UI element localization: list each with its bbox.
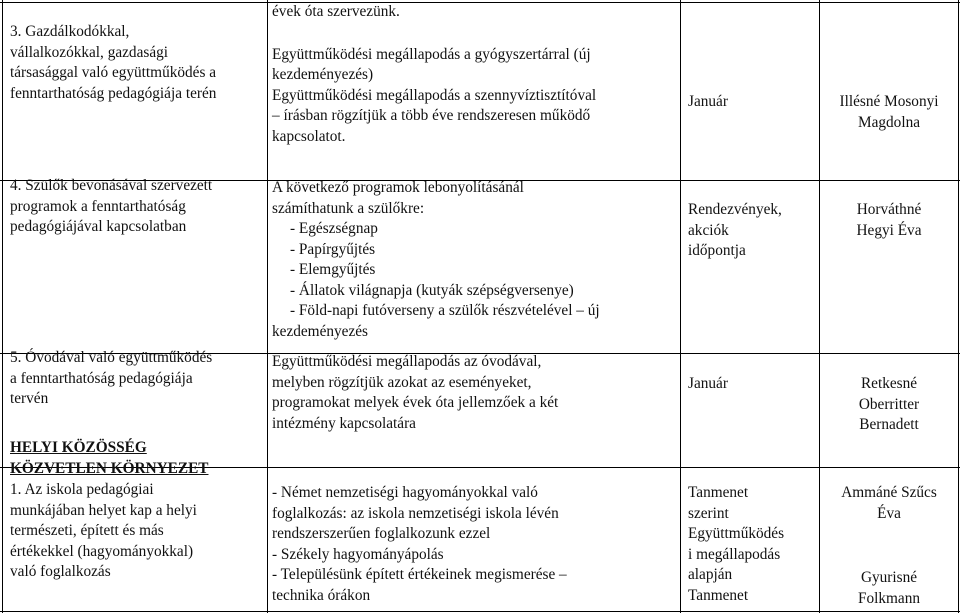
text-line: 1. Az iskola pedagógiai: [10, 481, 154, 498]
text-line: foglalkozás: az iskola nemzetiségi iskola lévén: [272, 504, 559, 522]
text-line: 3. Gazdálkodókkal,: [10, 23, 130, 40]
text-line: 5. Óvodával való együttműködés: [10, 349, 213, 366]
row-time-1: [688, 483, 816, 606]
text-line: Rendezvények,: [688, 201, 782, 218]
text-line: Folkmann: [857, 589, 921, 607]
text-line: számíthatunk a szülőkre:: [272, 199, 425, 217]
text-line: szerint: [688, 504, 729, 522]
text-line: - Papírgyűjtés: [290, 240, 376, 258]
text-line: Éva: [877, 504, 901, 522]
text-line: alapján: [688, 566, 733, 583]
text-line: tervén: [10, 390, 49, 407]
table-border-right: [958, 0, 959, 613]
text-line: Gyurisné: [860, 569, 918, 586]
text-line: i megállapodás: [688, 545, 781, 563]
text-line: - Föld-napi futóverseny a szülők részvételével – új: [290, 302, 600, 319]
text-line: - Elemgyűjtés: [290, 261, 376, 278]
text-line: kapcsolatot.: [272, 127, 346, 145]
text-line: programokat melyek évek óta jellemzőek a két: [272, 394, 559, 411]
text-line: rendszerszerűen foglalkozunk ezzel: [272, 525, 491, 542]
text-line: természeti, épített és más: [10, 522, 164, 539]
text-line: értékekkel (hagyományokkal): [10, 542, 194, 560]
text-line: - Német nemzetiségi hagyományokkal való: [272, 484, 538, 501]
text-line: Együttműködési megállapodás az óvodával,: [272, 353, 542, 370]
row-time-3: [688, 92, 816, 113]
text-line: - Állatok világnapja (kutyák szépségversenye): [290, 281, 574, 299]
text-line: Együttműködési megállapodás a szennyvíztisztítóval: [272, 86, 597, 104]
section-heading-line: KÖZVETLEN KÖRNYEZET: [10, 459, 209, 477]
row-time-4: [688, 200, 816, 262]
column-divider-activity: [680, 0, 681, 613]
text-line: társasággal való együttműködés a: [10, 64, 217, 81]
row-goal-1: [10, 480, 265, 583]
row-responsible-1a: [820, 483, 958, 524]
text-line: intézmény kapcsolatára: [272, 414, 416, 432]
table-border-left: [2, 0, 3, 613]
text-line: - Településünk épített értékeinek megismerése –: [272, 566, 567, 583]
text-line: Január: [688, 375, 728, 392]
row-activity-1: [272, 483, 675, 606]
text-line: Magdolna: [857, 113, 921, 131]
text-line: Illésné Mosonyi: [839, 93, 939, 110]
text-line: évek óta szervezünk.: [272, 3, 400, 20]
text-line: időpontja: [688, 242, 746, 259]
text-line: való foglalkozás: [10, 563, 111, 580]
text-line: – írásban rögzítjük a több éve rendszeresen működő: [272, 107, 591, 124]
text-line: kezdeményezés: [272, 322, 368, 340]
row-responsible-3: [820, 92, 958, 133]
column-divider-goal: [267, 0, 268, 613]
section-heading-line: HELYI KÖZÖSSÉG: [10, 439, 147, 456]
text-line: Oberritter: [858, 395, 920, 413]
text-line: pedagógiájával kapcsolatban: [10, 218, 187, 235]
row-goal-4: [10, 176, 265, 238]
text-line: kezdeményezés): [272, 66, 374, 83]
row-goal-5: [10, 348, 265, 410]
text-line: Horváthné: [856, 201, 922, 218]
text-line: Tanmenet: [688, 586, 749, 604]
row-goal-3: [10, 22, 265, 104]
text-line: melyben rögzítjük azokat az eseményeket,: [272, 373, 532, 391]
text-line: fenntarthatóság pedagógiája terén: [10, 84, 217, 102]
text-line: technika órákon: [272, 586, 371, 604]
table-border-bottom: [0, 611, 960, 612]
text-line: Bernadett: [859, 416, 919, 433]
text-line: Együttműködési megállapodás a gyógyszertárral (új: [272, 45, 591, 63]
text-line: Együttműködés: [688, 525, 785, 542]
row-activity-4: [272, 178, 675, 342]
text-line: programok a fenntarthatóság: [10, 197, 186, 215]
row-responsible-4: [820, 200, 958, 241]
text-line: Retkesné: [860, 375, 918, 392]
text-line: Január: [688, 93, 728, 110]
row-activity-3: [272, 2, 675, 147]
row-time-5: [688, 374, 816, 395]
text-line: A következő programok lebonyolításánál: [272, 179, 524, 196]
text-line: - Székely hagyományápolás: [272, 545, 444, 563]
text-line: Ammáné Szűcs: [841, 484, 937, 501]
text-line: munkájában helyet kap a helyi: [10, 501, 197, 519]
row-responsible-1b: [820, 568, 958, 609]
text-line: - Egészségnap: [290, 220, 378, 237]
text-line: Tanmenet: [688, 484, 749, 501]
text-line: akciók: [688, 221, 729, 239]
text-line: 4. Szülők bevonásával szervezett: [10, 177, 213, 194]
section-heading: [10, 438, 265, 479]
row-activity-5: [272, 352, 675, 434]
row-responsible-5: [820, 374, 958, 436]
text-line: vállalkozókkal, gazdasági: [10, 43, 169, 61]
text-line: Hegyi Éva: [856, 221, 922, 239]
text-line: a fenntarthatóság pedagógiája: [10, 369, 193, 387]
